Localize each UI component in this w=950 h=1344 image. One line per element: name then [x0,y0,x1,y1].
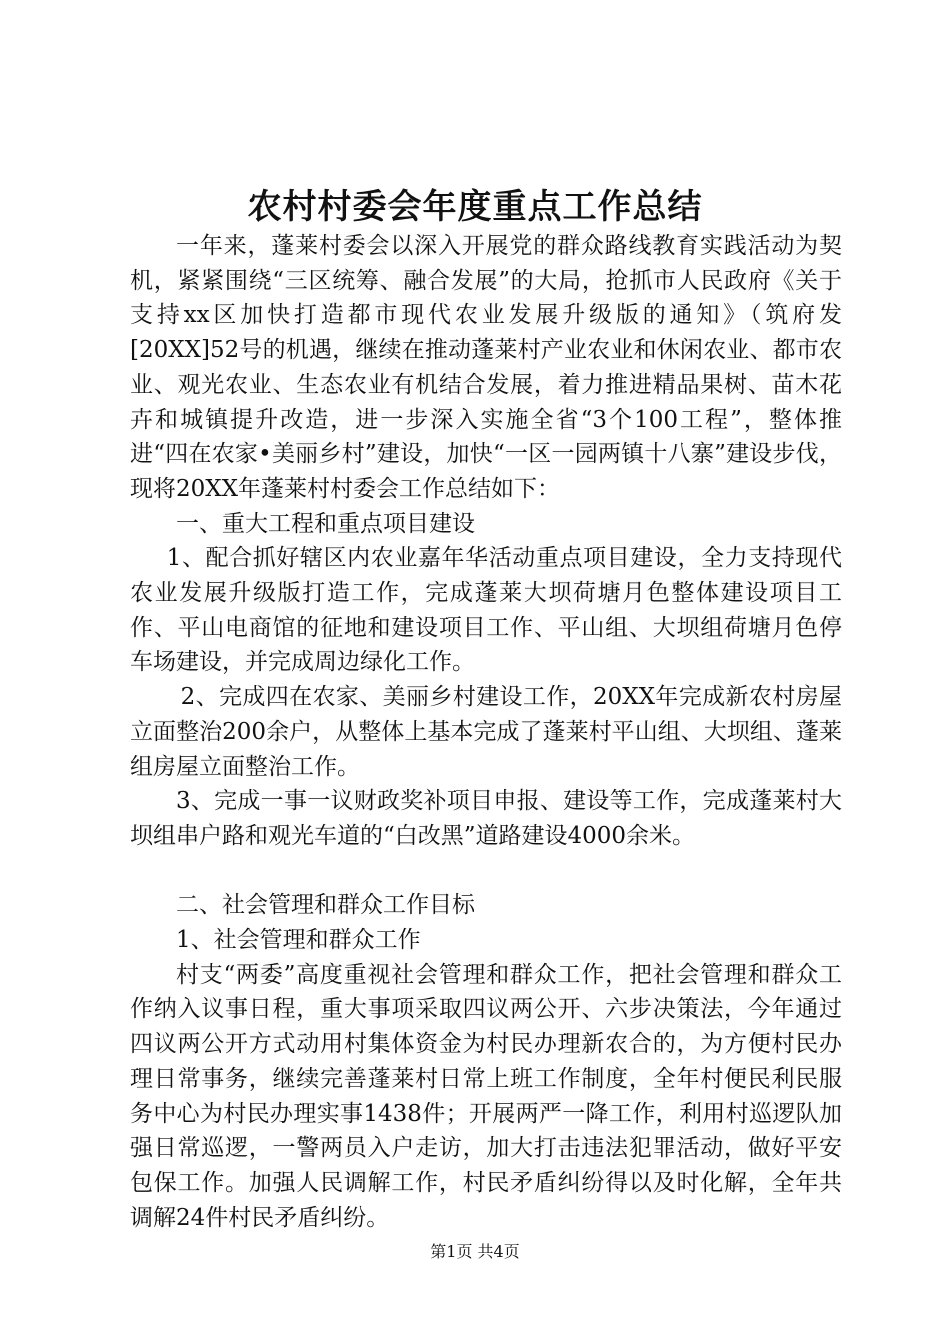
document-body [130,229,842,1235]
section-heading-1: 一、重大工程和重点项目建设 [176,510,475,537]
paragraph-gap [130,854,842,889]
paragraph-social-management: 村支“两委”高度重视社会管理和群众工作，把社会管理和群众工作纳入议事日程，重大事项采取四议两公开、六步决策法，今年通过四议两公开方式动用村集体资金为村民办理新农合的，为方便村民办理日常事务，继续完善蓬莱村日常上班工作制度，全年村便民利民服务中心为村民办理实事1438件；开展两严一降工作，利用村巡逻队加强日常巡逻，一警两员入户走访，加大打击违法犯罪活动，做好平安包保工作。加强人民调解工作，村民矛盾纠纷得以及时化解，全年共调解24件村民矛盾纠纷。 [130,961,842,1231]
page-footer: 第1页 共4页 [430,1242,520,1261]
paragraph-item-3: 3、完成一事一议财政奖补项目申报、建设等工作，完成蓬莱村大坝组串户路和观光车道的“白改黑”道路建设4000余米。 [130,788,842,849]
section-heading-2: 二、社会管理和群众工作目标 [176,892,475,919]
paragraph-intro: 一年来，蓬莱村委会以深入开展党的群众路线教育实践活动为契机，紧紧围绕“三区统筹、融合发展”的大局，抢抓市人民政府《关于支持xx区加快打造都市现代农业发展升级版的通知》（筑府发[20XX]52号的机遇，继续在推动蓬莱村产业农业和休闲农业、都市农业、观光农业、生态农业有机结合发展，着力推进精品果树、苗木花卉和城镇提升改造，进一步深入实施全省“3个100工程”，整体推进“四在农家•美丽乡村”建设，加快“一区一园两镇十八寨”建设步伐，现将20XX年蓬莱村村委会工作总结如下： [130,233,842,502]
paragraph-item-1: 1、配合抓好辖区内农业嘉年华活动重点项目建设，全力支持现代农业发展升级版打造工作，完成蓬莱大坝荷塘月色整体建设项目工作、平山电商馆的征地和建设项目工作、平山组、大坝组荷塘月色停车场建设，并完成周边绿化工作。 [130,545,842,676]
paragraph-item-2: 2、完成四在农家、美丽乡村建设工作，20XX年完成新农村房屋立面整治200余户，从整体上基本完成了蓬莱村平山组、大坝组、蓬莱组房屋立面整治工作。 [130,684,842,780]
document-title: 农村村委会年度重点工作总结 [247,187,703,227]
subsection-heading: 1、社会管理和群众工作 [176,927,421,954]
